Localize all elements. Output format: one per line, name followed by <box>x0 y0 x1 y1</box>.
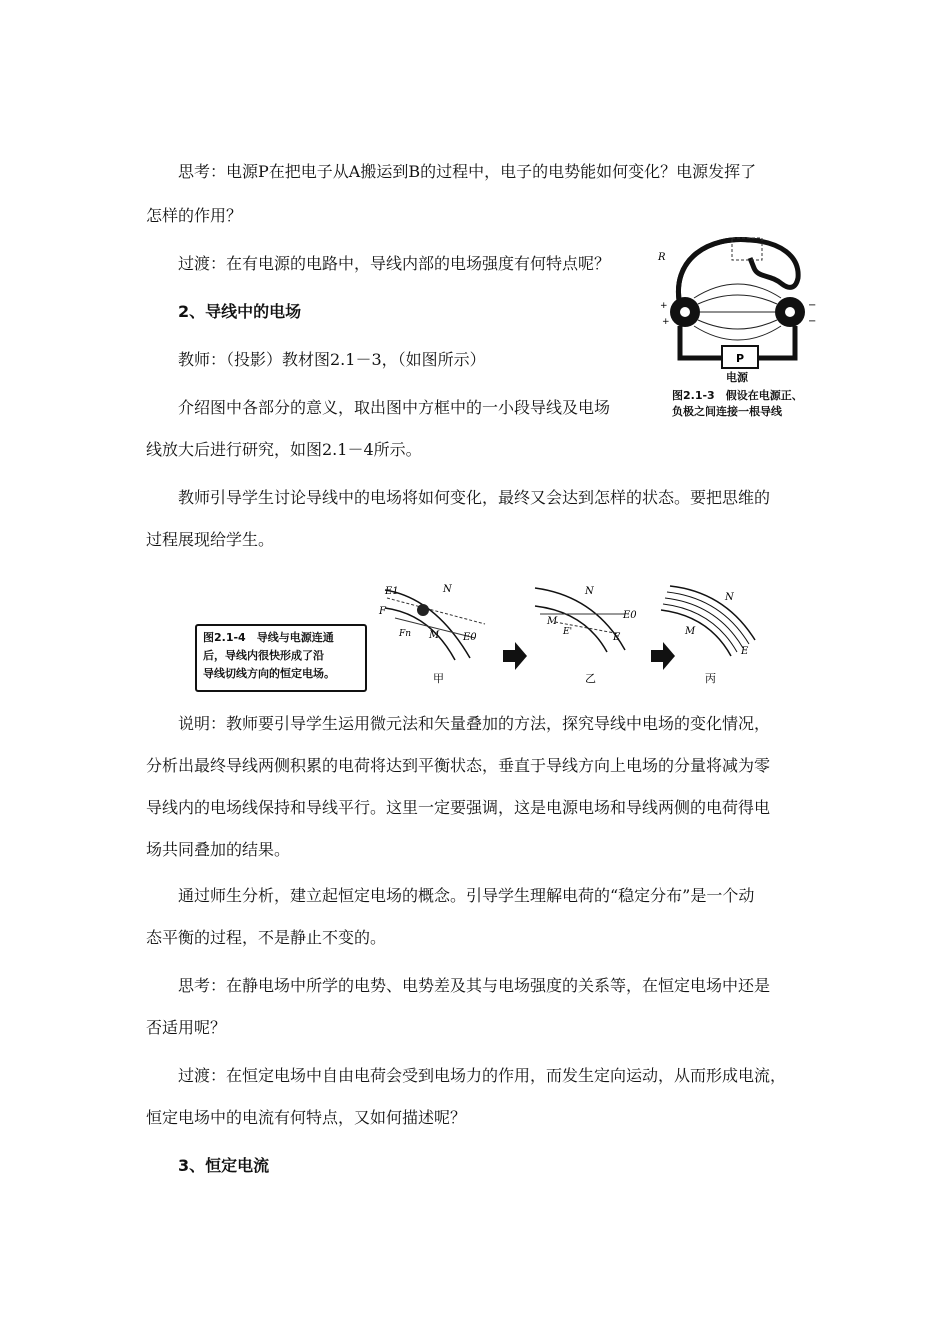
label-fn-jia: Fn <box>399 629 412 639</box>
wire-field-panels <box>375 578 765 690</box>
panel-jia-label: 甲 <box>433 672 444 685</box>
paragraph-explain-line4: 场共同叠加的结果。 <box>146 840 291 859</box>
label-n-bing: N <box>725 592 734 603</box>
paragraph-intro-line1: 介绍图中各部分的意义，取出图中方框中的一小段导线及电场 <box>178 398 611 417</box>
paragraph-think-2-line2: 否适用呢？ <box>146 1018 227 1037</box>
label-eprime-yi: E' <box>563 627 573 637</box>
figure-2-1-4-caption-line2: 后，导线内很快形成了沿 <box>203 649 324 662</box>
figure-2-1-3-caption-line1: 图2.1-3 假设在电源正、 <box>672 389 803 402</box>
svg-text:+: + <box>660 301 668 311</box>
paragraph-teacher-projection: 教师：（投影）教材图2.1－3，（如图所示） <box>178 350 486 369</box>
figure-2-1-4 <box>195 578 765 690</box>
paragraph-think-1-line2: 怎样的作用？ <box>146 206 243 225</box>
panel-bing-label: 丙 <box>705 672 716 685</box>
panel-yi-diagram <box>535 586 637 685</box>
arrow-right-icon-2 <box>651 642 675 670</box>
label-f-jia: F <box>379 606 386 617</box>
section-heading-2: 2、导线中的电场 <box>178 302 302 321</box>
resistor-r-label: R <box>658 252 666 263</box>
label-e-bing: E <box>741 646 749 657</box>
label-m-yi: M <box>547 616 558 627</box>
section-heading-3: 3、恒定电流 <box>178 1156 270 1175</box>
label-n-yi: N <box>585 586 594 597</box>
label-m-jia: M <box>429 630 440 641</box>
paragraph-concept-line1: 通过师生分析，建立起恒定电场的概念。引导学生理解电荷的“稳定分布”是一个动 <box>178 886 755 905</box>
source-p-label: P <box>735 352 745 365</box>
paragraph-explain-line2: 分析出最终导线两侧积累的电荷将达到平衡状态，垂直于导线方向上电场的分量将减为零 <box>146 756 771 775</box>
source-label: 电源 <box>726 371 748 384</box>
figure-2-1-3 <box>650 228 820 428</box>
paragraph-think-2-line1: 思考：在静电场中所学的电势、电势差及其与电场强度的关系等，在恒定电场中还是 <box>178 976 771 995</box>
label-e0-yi: E0 <box>623 610 637 621</box>
paragraph-transition-2-line1: 过渡：在恒定电场中自由电荷会受到电场力的作用，而发生定向运动，从而形成电流， <box>178 1066 787 1085</box>
panel-yi-label: 乙 <box>585 672 596 685</box>
label-e1-jia: E1 <box>385 586 399 597</box>
label-n-jia: N <box>443 584 452 595</box>
panel-bing-diagram <box>661 586 755 685</box>
label-e-yi: E <box>613 632 621 643</box>
paragraph-discussion-line1: 教师引导学生讨论导线中的电场将如何变化，最终又会达到怎样的状态。要把思维的 <box>178 488 771 507</box>
svg-text:+: + <box>662 317 670 327</box>
figure-2-1-4-caption-line1: 图2.1-4 导线与电源连通 <box>203 631 334 644</box>
figure-2-1-3-caption-line2: 负极之间连接一根导线 <box>672 405 782 418</box>
arrow-right-icon <box>503 642 527 670</box>
paragraph-explain-line1: 说明：教师要引导学生运用微元法和矢量叠加的方法，探究导线中电场的变化情况， <box>178 714 771 733</box>
svg-text:−: − <box>808 300 817 311</box>
paragraph-transition-1: 过渡：在有电源的电路中，导线内部的电场强度有何特点呢？ <box>178 254 611 273</box>
label-e0-jia: E0 <box>463 632 477 643</box>
paragraph-transition-2-line2: 恒定电场中的电流有何特点，又如何描述呢？ <box>146 1108 467 1127</box>
paragraph-concept-line2: 态平衡的过程，不是静止不变的。 <box>146 928 387 947</box>
figure-2-1-4-caption-line3: 导线切线方向的恒定电场。 <box>203 667 335 680</box>
circuit-field-diagram <box>650 228 820 378</box>
label-m-bing: M <box>685 626 696 637</box>
svg-text:−: − <box>808 316 817 327</box>
paragraph-think-1-line1: 思考：电源P在把电子从A搬运到B的过程中，电子的电势能如何变化？电源发挥了 <box>178 162 757 181</box>
panel-jia-diagram <box>378 584 485 685</box>
paragraph-intro-line2: 线放大后进行研究，如图2.1－4所示。 <box>146 440 422 459</box>
paragraph-explain-line3: 导线内的电场线保持和导线平行。这里一定要强调，这是电源电场和导线两侧的电荷得电 <box>146 798 771 817</box>
paragraph-discussion-line2: 过程展现给学生。 <box>146 530 275 549</box>
figure-2-1-4-caption-box <box>195 624 367 692</box>
